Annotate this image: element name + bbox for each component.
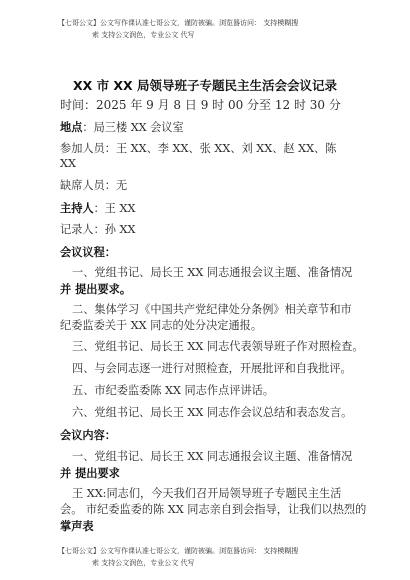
absent-line: 缺席人员：无 (60, 179, 128, 192)
content-para-2-line-2: 会。 市纪委监委的陈 XX 同志亲自到会指导，让我们以热烈的 (60, 503, 367, 516)
agenda-item-6: 六、党组书记、局长王 XX 同志作会议总结和表态发言。 (72, 406, 353, 419)
recorder-line: 记录人：孙 XX (60, 223, 136, 236)
agenda-item-4: 四、与会同志逐一进行对照检查，开展批评和自我批评。 (72, 362, 352, 375)
place-value: ：局三楼 XX 会议室 (82, 121, 184, 134)
watermark-line-1: 【七哥公文】公文写作课认准七哥公文，谨防被骗。浏览器访问： 支持模糊搜 (58, 19, 299, 27)
host-line (60, 201, 135, 216)
meeting-time: 时间：2025 年 9 月 8 日 9 时 00 分至 12 时 30 分 (60, 98, 341, 112)
content-heading: 会议内容： (60, 428, 116, 442)
content-para-2-line-1: 王 XX:同志们，今天我们召开局领导班子专题民主生活 (72, 487, 342, 500)
watermark-footer-line-1: 【七哥公文】公文写作课认准七哥公文，谨防被骗。浏览器访问： 支持模糊搜 (58, 547, 299, 555)
meeting-place (60, 120, 184, 135)
agenda-item-3: 三、党组书记、局长王 XX 同志代表领导班子作对照检查。 (72, 340, 364, 353)
watermark-footer-line-2: 索 支持公文润色，专业公文 代写 (92, 559, 195, 567)
place-label: 地点 (60, 120, 83, 134)
agenda-heading: 会议议程： (60, 245, 116, 259)
agenda-item-2-line-1: 二、集体学习《中国共产党纪律处分条例》相关章节和市 (72, 303, 352, 316)
attendees-line-1: 参加人员：王 XX、李 XX、张 XX、刘 XX、赵 XX、陈 (60, 142, 337, 155)
host-label: 主持人 (60, 201, 94, 215)
content-para-1-line-2: 并 提出要求 (60, 466, 120, 480)
content-para-2-line-3: 掌声表 (60, 519, 94, 533)
content-para-1-line-1: 一、党组书记、局长王 XX 同志通报会议主题、准备情况 (72, 450, 353, 463)
agenda-item-1-line-2: 并 提出要求。 (60, 282, 132, 296)
agenda-item-5: 五、市纪委监委陈 XX 同志作点评讲话。 (72, 384, 275, 397)
agenda-item-1-line-1: 一、党组书记、局长王 XX 同志通报会议主题、准备情况 (72, 266, 353, 279)
document-title: XX 市 XX 局领导班子专题民主生活会会议记录 (72, 78, 338, 93)
watermark-line-2: 索 支持公文润色，专业公文 代写 (92, 31, 195, 39)
agenda-item-2-line-2: 纪委监委关于 XX 同志的处分决定通报。 (60, 319, 263, 332)
attendees-line-2: XX (60, 157, 76, 170)
host-value: ：王 XX (93, 202, 136, 215)
